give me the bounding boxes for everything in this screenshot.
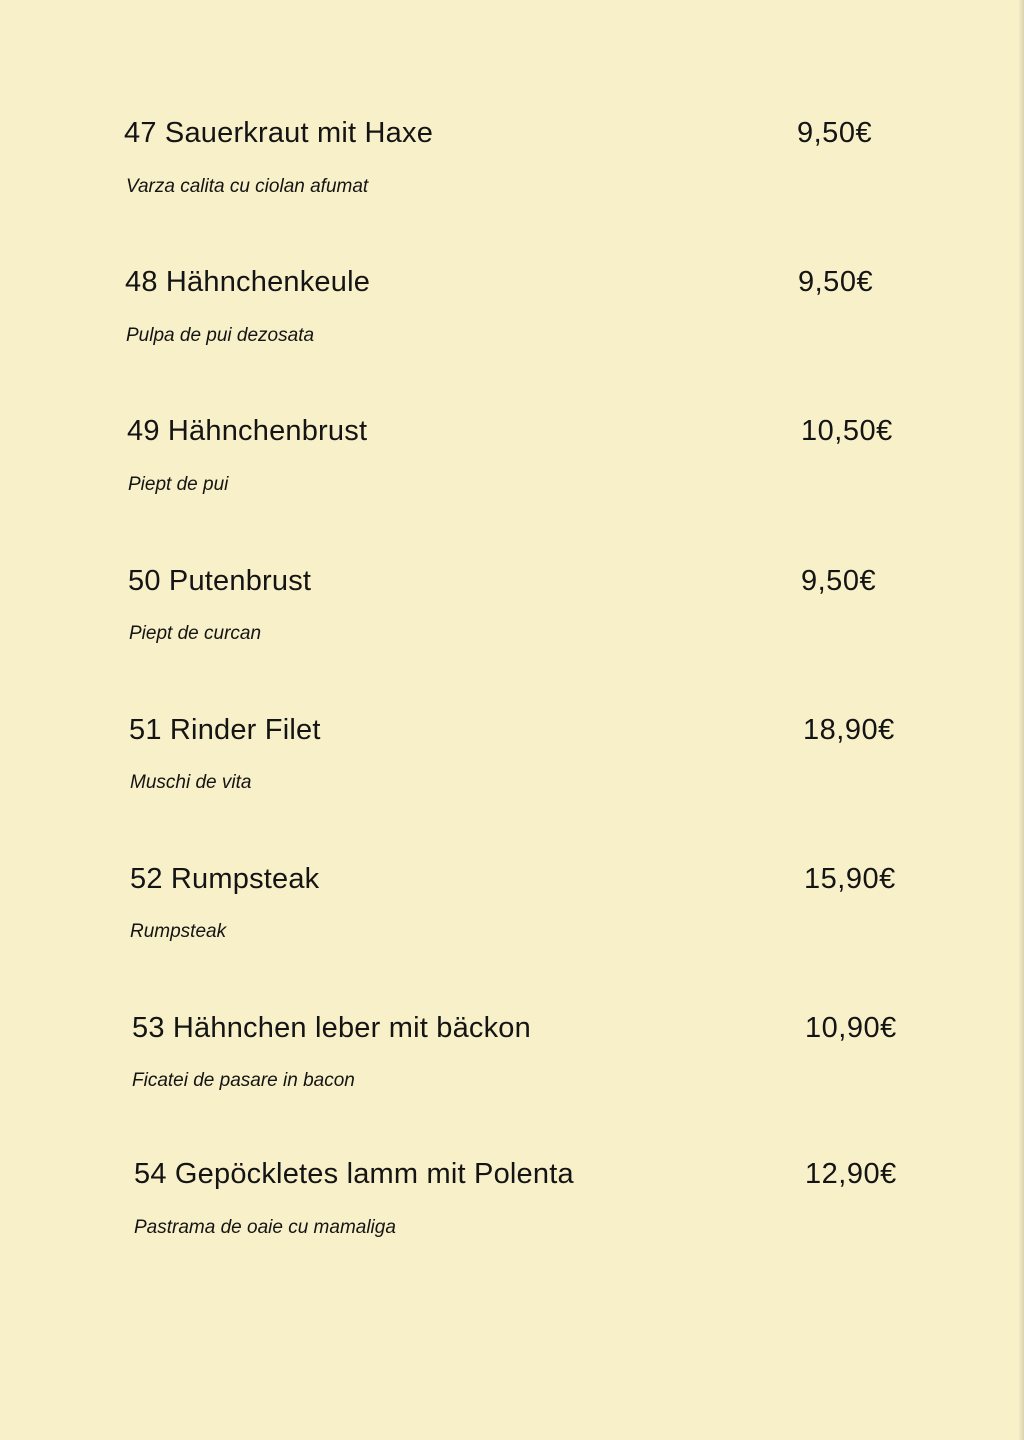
item-name: 49 Hähnchenbrust: [127, 415, 368, 447]
item-description: Piept de pui: [128, 474, 229, 495]
item-description: Varza calita cu ciolan afumat: [126, 176, 369, 197]
item-price: 12,90€: [805, 1158, 897, 1190]
item-description: Rumpsteak: [130, 921, 227, 942]
item-description: Ficatei de pasare in bacon: [132, 1070, 355, 1091]
menu-item-51: [0, 712, 1024, 832]
item-description: Muschi de vita: [130, 772, 252, 793]
menu-item-50: [0, 563, 1024, 683]
item-price: 10,90€: [805, 1012, 897, 1044]
item-description: Pulpa de pui dezosata: [126, 325, 315, 346]
menu-item-54: [0, 1156, 1024, 1276]
menu-item-48: [0, 264, 1024, 384]
menu-item-53: [0, 1010, 1024, 1130]
item-name: 54 Gepöckletes lamm mit Polenta: [134, 1158, 574, 1190]
menu-item-49: [0, 413, 1024, 533]
item-description: Piept de curcan: [129, 623, 262, 644]
menu-item-52: [0, 861, 1024, 981]
item-price: 15,90€: [804, 863, 896, 895]
item-name: 53 Hähnchen leber mit bäckon: [132, 1012, 531, 1044]
page-edge-shadow: [1018, 0, 1024, 1440]
item-name: 52 Rumpsteak: [130, 863, 320, 895]
item-price: 9,50€: [798, 266, 874, 298]
item-name: 50 Putenbrust: [128, 565, 312, 597]
item-price: 18,90€: [803, 714, 895, 746]
item-description: Pastrama de oaie cu mamaliga: [134, 1217, 396, 1238]
menu-item-47: [0, 115, 1024, 235]
item-price: 9,50€: [797, 117, 873, 149]
item-price: 10,50€: [801, 415, 893, 447]
item-name: 48 Hähnchenkeule: [125, 266, 371, 298]
item-price: 9,50€: [801, 565, 877, 597]
item-name: 47 Sauerkraut mit Haxe: [124, 117, 434, 149]
item-name: 51 Rinder Filet: [129, 714, 321, 746]
